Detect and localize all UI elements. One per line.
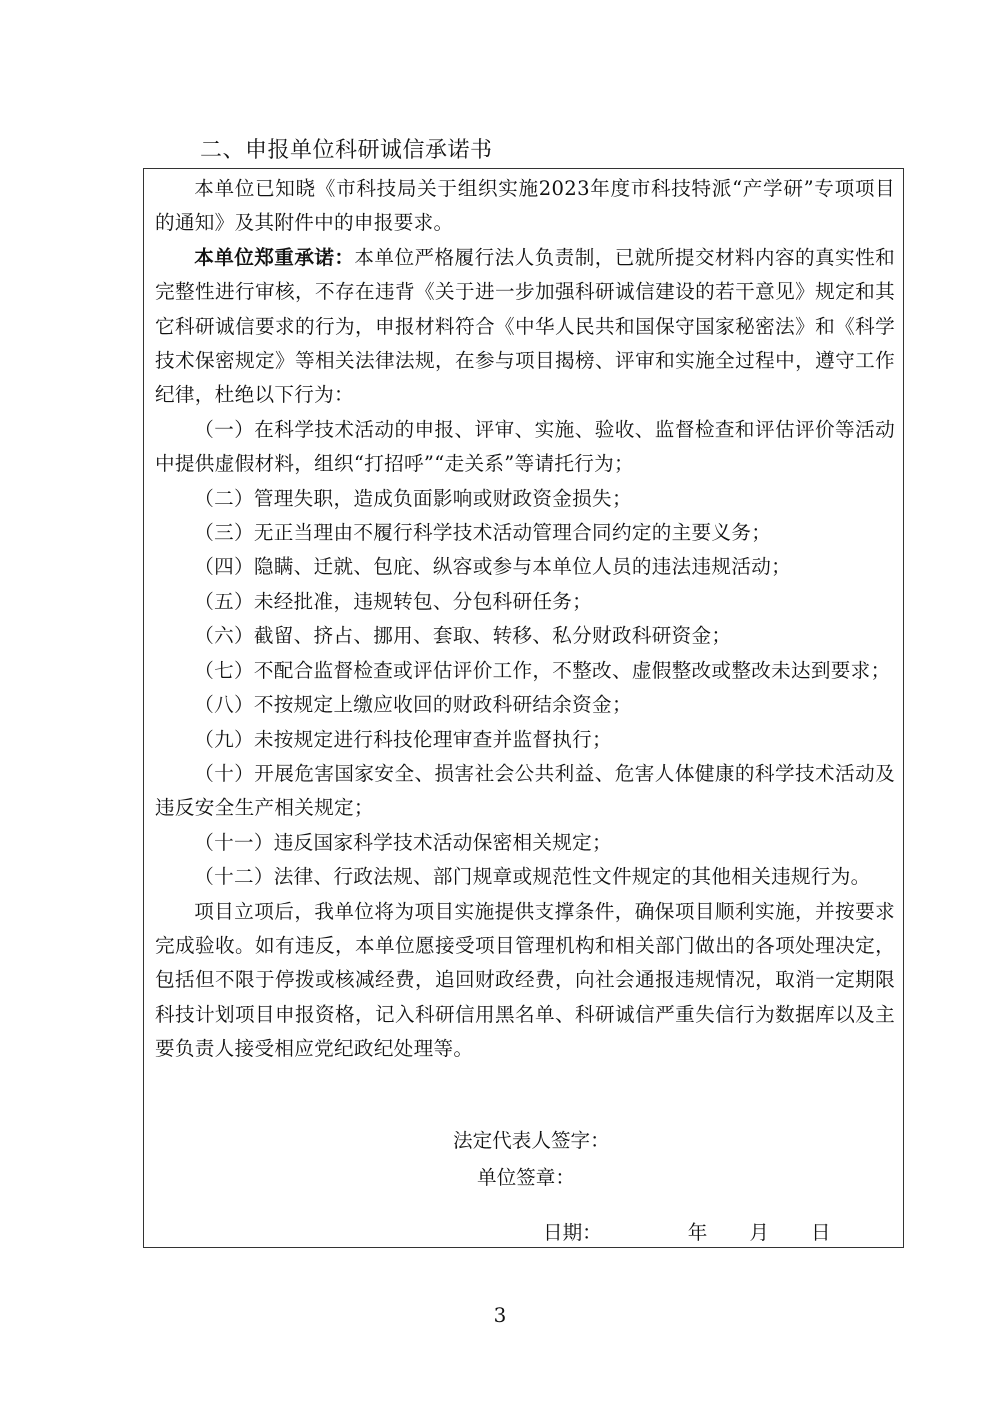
date-day: 日 <box>810 1221 831 1244</box>
pledge-box <box>143 168 904 1248</box>
date-year: 年 <box>687 1221 708 1244</box>
pledge-lead: 本单位郑重承诺： <box>194 245 355 269</box>
list-item: （八）不按规定上缴应收回的财政科研结余资金； <box>194 693 632 717</box>
list-item: （五）未经批准，违规转包、分包科研任务； <box>194 589 593 613</box>
pledge-paragraph <box>155 241 895 413</box>
list-item: （三）无正当理由不履行科学技术活动管理合同约定的主要义务； <box>194 521 772 545</box>
list-item: （十二）法律、行政法规、部门规章或规范性文件规定的其他相关违规行为。 <box>194 865 871 889</box>
pledge-content <box>155 172 895 1067</box>
pledge-body: 本单位严格履行法人负责制，已就所提交材料内容的真实性和完整性进行审核，不存在违背《关于进一步加强科研诚信建设的若干意见》规定和其它科研诚信要求的行为，申报材料符合《中华人民共和国保守国家秘密法》和《科学技术保密规定》等相关法律法规，在参与项目揭榜、评审和实施全过程中，遵守工作纪律，杜绝以下行为： <box>155 245 895 407</box>
date-line <box>543 1218 831 1248</box>
closing-paragraph: 项目立项后，我单位将为项目实施提供支撑条件，确保项目顺利实施，并按要求完成验收。如有违反，本单位愿接受项目管理机构和相关部门做出的各项处理决定，包括但不限于停拨或核减经费，追回财政经费，向社会通报违规情况，取消一定期限科技计划项目申报资格，记入科研信用黑名单、科研诚信严重失信行为数据库以及主要负责人接受相应党纪政纪处理等。 <box>155 899 895 1061</box>
date-label: 日期： <box>543 1221 602 1244</box>
page-number: 3 <box>493 1303 507 1327</box>
list-item: （一）在科学技术活动的申报、评审、实施、验收、监督检查和评估评价等活动中提供虚假材料，组织“打招呼”“走关系”等请托行为； <box>155 417 895 476</box>
section-title: 二、申报单位科研诚信承诺书 <box>200 138 493 163</box>
list-item: （六）截留、挤占、挪用、套取、转移、私分财政科研资金； <box>194 624 732 648</box>
date-month: 月 <box>749 1221 769 1244</box>
list-item: （四）隐瞒、迁就、包庇、纵容或参与本单位人员的违法违规活动； <box>194 555 791 579</box>
list-item: （九）未按规定进行科技伦理审查并监督执行； <box>194 727 612 751</box>
legal-rep-signature-label: 法定代表人签字： <box>453 1129 610 1152</box>
unit-seal-label: 单位签章： <box>477 1166 575 1189</box>
list-item: （十一）违反国家科学技术活动保密相关规定； <box>194 830 612 854</box>
list-item: （二）管理失职，造成负面影响或财政资金损失； <box>194 486 632 510</box>
list-item: （十）开展危害国家安全、损害社会公共利益、危害人体健康的科学技术活动及违反安全生产相关规定； <box>155 761 895 820</box>
list-item: （七）不配合监督检查或评估评价工作，不整改、虚假整改或整改未达到要求； <box>194 658 891 682</box>
intro-paragraph: 本单位已知晓《市科技局关于组织实施2023年度市科技特派“产学研”专项项目的通知》及其附件中的申报要求。 <box>155 177 895 235</box>
